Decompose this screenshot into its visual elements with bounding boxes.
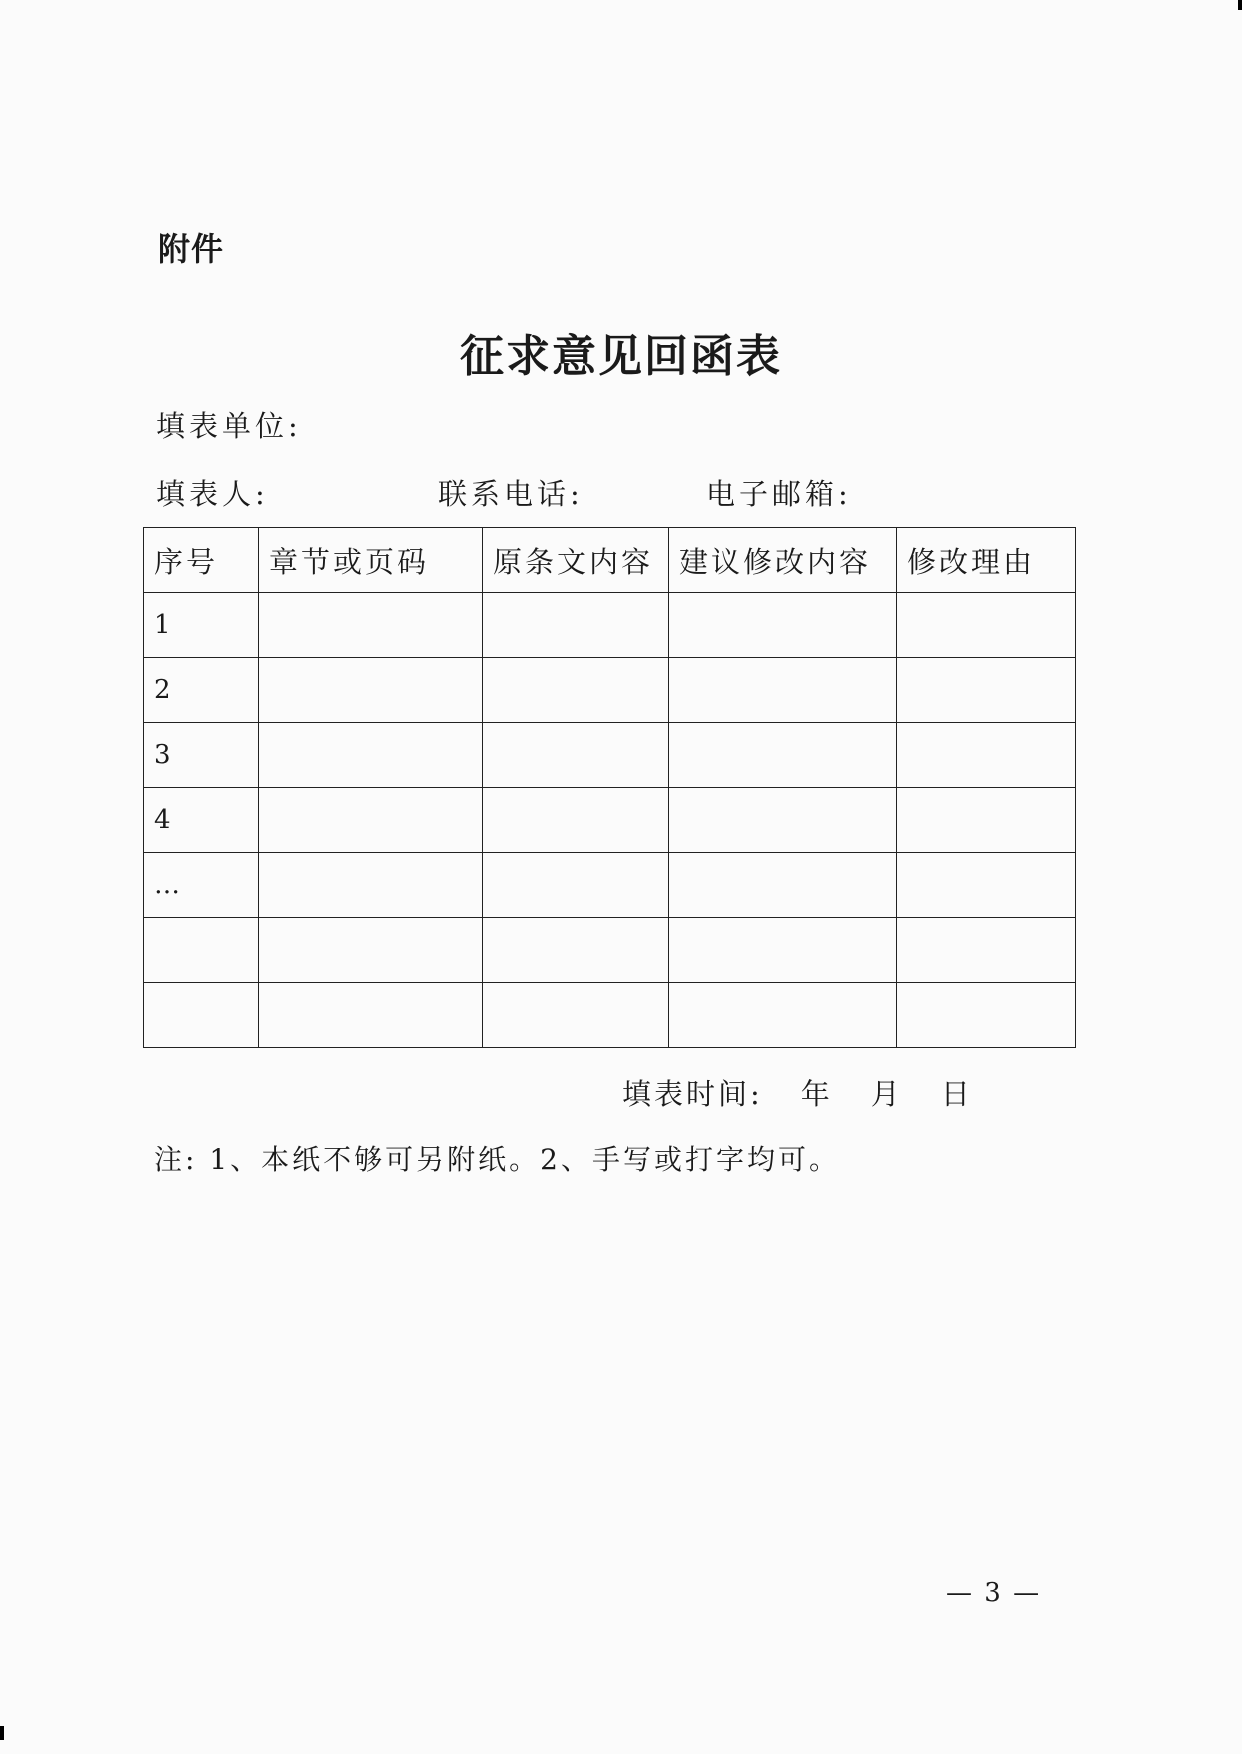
phone-label: 联系电话: <box>438 477 584 511</box>
table-cell <box>669 723 897 788</box>
table-row <box>144 593 1076 658</box>
table-cell <box>897 853 1076 918</box>
table-cell <box>259 593 483 658</box>
table-cell <box>259 658 483 723</box>
table-cell <box>259 723 483 788</box>
table-cell <box>669 788 897 853</box>
table-cell <box>669 658 897 723</box>
footnote: 注: 1、本纸不够可另附纸。2、手写或打字均可。 <box>154 1143 840 1176</box>
table-cell <box>259 788 483 853</box>
table-cell <box>259 918 483 983</box>
table-cell <box>144 918 259 983</box>
table-cell <box>897 658 1076 723</box>
page-number: — 3 — <box>946 1578 1042 1608</box>
table-cell <box>669 983 897 1048</box>
fill-time-line <box>622 1072 973 1113</box>
fill-unit-label: 填表单位: <box>156 409 302 443</box>
table-cell <box>259 853 483 918</box>
table-row <box>144 788 1076 853</box>
table-row <box>144 853 1076 918</box>
table-row <box>144 983 1076 1048</box>
header-suggested-change: 建议修改内容 <box>669 528 897 593</box>
table-cell <box>669 853 897 918</box>
header-chapter-page: 章节或页码 <box>259 528 483 593</box>
table-cell <box>483 723 669 788</box>
table-cell: 2 <box>144 658 259 723</box>
table-cell <box>897 788 1076 853</box>
feedback-table <box>143 527 1076 1048</box>
table-row <box>144 658 1076 723</box>
table-cell <box>483 983 669 1048</box>
scan-edge-mark <box>1238 0 1242 10</box>
table-cell: 4 <box>144 788 259 853</box>
header-serial: 序号 <box>144 528 259 593</box>
table-cell <box>259 983 483 1048</box>
filler-label: 填表人: <box>156 477 269 511</box>
table-cell <box>144 983 259 1048</box>
month-label: 月 <box>870 1077 903 1111</box>
page-title: 征求意见回函表 <box>460 331 782 382</box>
table-cell <box>483 853 669 918</box>
table-header-row <box>144 528 1076 593</box>
email-label: 电子邮箱: <box>706 477 852 511</box>
table-cell <box>483 918 669 983</box>
table-cell <box>897 593 1076 658</box>
table-cell <box>669 593 897 658</box>
table-cell: … <box>144 853 259 918</box>
header-reason: 修改理由 <box>897 528 1076 593</box>
table-cell <box>897 723 1076 788</box>
table-cell <box>483 788 669 853</box>
scan-edge-mark <box>0 1726 4 1740</box>
fill-time-label: 填表时间: <box>622 1077 763 1111</box>
table-cell <box>897 918 1076 983</box>
table-cell <box>897 983 1076 1048</box>
year-label: 年 <box>800 1077 833 1111</box>
table-row <box>144 723 1076 788</box>
table-cell <box>669 918 897 983</box>
table-cell <box>483 593 669 658</box>
header-original-text: 原条文内容 <box>483 528 669 593</box>
table-row <box>144 918 1076 983</box>
attachment-label: 附件 <box>158 230 225 268</box>
table-cell: 3 <box>144 723 259 788</box>
table-cell <box>483 658 669 723</box>
day-label: 日 <box>940 1077 973 1111</box>
table-cell: 1 <box>144 593 259 658</box>
